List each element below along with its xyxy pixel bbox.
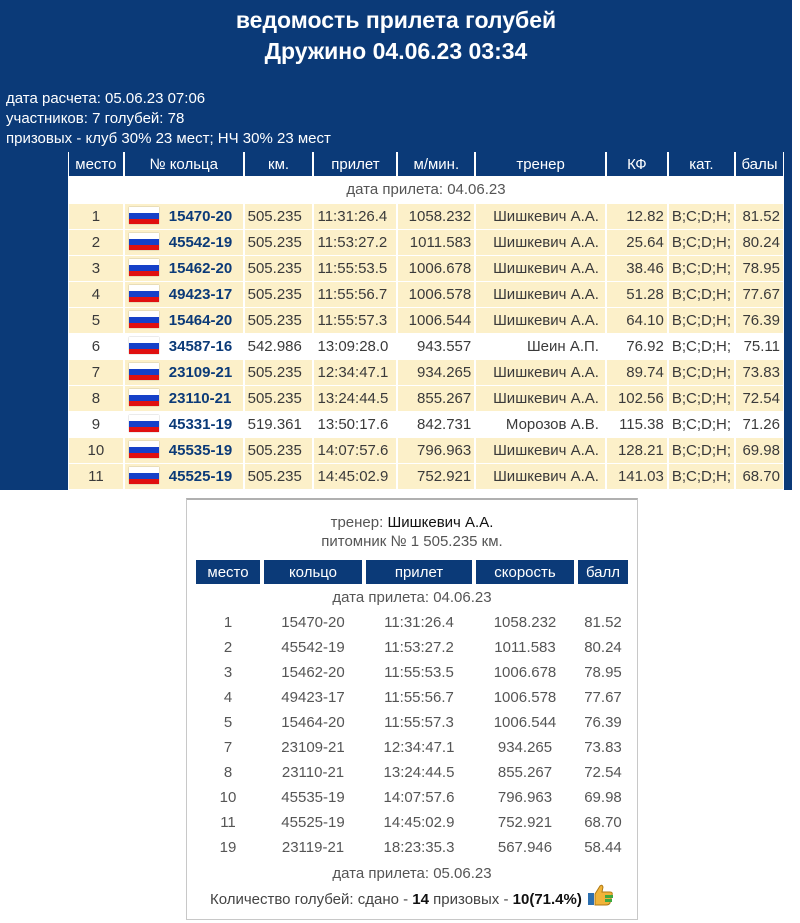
footer-prefix: Количество голубей: сдано - xyxy=(209,890,409,908)
ring-link[interactable]: 45525-19 xyxy=(168,467,233,485)
card-row-speed: 1011.583 xyxy=(494,639,556,656)
card-footer xyxy=(187,887,637,913)
ring-link[interactable]: 34587-16 xyxy=(168,337,233,355)
ring-link[interactable]: 45542-19 xyxy=(168,233,233,251)
row-kf: 12.82 xyxy=(606,204,668,230)
row-trainer[interactable]: Шишкевич А.А. xyxy=(475,386,606,412)
result-row xyxy=(68,386,784,412)
card-col-score: балл xyxy=(576,560,630,584)
card-row-arrival: 11:53:27.2 xyxy=(384,639,454,656)
row-place: 5 xyxy=(68,308,124,334)
row-km: 505.235 xyxy=(244,386,314,412)
row-category: B;C;D;H; xyxy=(668,308,735,334)
card-row-score: 80.24 xyxy=(584,639,622,656)
row-arrival: 13:24:44.5 xyxy=(313,386,397,412)
trainer-result-row xyxy=(194,685,630,710)
trainer-result-row xyxy=(194,835,630,860)
footer-middle: призовых - xyxy=(433,890,509,908)
row-trainer[interactable]: Шеин А.П. xyxy=(475,334,606,360)
row-kf: 25.64 xyxy=(606,230,668,256)
row-kf: 51.28 xyxy=(606,282,668,308)
col-speed[interactable]: м/мин. xyxy=(397,152,475,176)
trainer-label: тренер: xyxy=(330,514,384,531)
card-row-place: 5 xyxy=(223,714,233,731)
row-ring xyxy=(124,386,244,412)
ring-link[interactable]: 45331-19 xyxy=(168,415,233,433)
row-score: 69.98 xyxy=(735,438,784,464)
row-kf: 89.74 xyxy=(606,360,668,386)
card-col-speed: скорость xyxy=(474,560,576,584)
row-kf: 102.56 xyxy=(606,386,668,412)
row-trainer[interactable]: Шишкевич А.А. xyxy=(475,360,606,386)
card-date-label-2: дата прилета: 05.06.23 xyxy=(332,864,492,882)
russia-flag-icon xyxy=(129,363,159,380)
result-row xyxy=(68,334,784,360)
card-row-place: 11 xyxy=(220,814,236,831)
ring-link[interactable]: 49423-17 xyxy=(168,285,233,303)
row-category: B;C;D;H; xyxy=(668,412,735,438)
footer-prizes: 10(71.4%) xyxy=(512,890,582,908)
row-score: 76.39 xyxy=(735,308,784,334)
russia-flag-icon xyxy=(129,467,159,484)
col-km[interactable]: км. xyxy=(244,152,314,176)
row-trainer[interactable]: Шишкевич А.А. xyxy=(475,204,606,230)
card-row-arrival: 14:45:02.9 xyxy=(383,814,455,831)
row-trainer[interactable]: Шишкевич А.А. xyxy=(475,438,606,464)
row-trainer[interactable]: Шишкевич А.А. xyxy=(475,230,606,256)
row-score: 68.70 xyxy=(735,464,784,490)
card-row-place: 1 xyxy=(223,614,233,631)
trainer-result-row xyxy=(194,810,630,835)
trainer-result-row xyxy=(194,660,630,685)
col-ring[interactable]: № кольца xyxy=(124,152,244,176)
row-ring xyxy=(124,308,244,334)
results-header-row xyxy=(68,152,784,176)
card-row-speed: 1006.544 xyxy=(493,714,557,731)
result-row xyxy=(68,282,784,308)
card-row-ring: 49423-17 xyxy=(281,689,345,706)
row-score: 73.83 xyxy=(735,360,784,386)
card-date-label-1: дата прилета: 04.06.23 xyxy=(332,588,492,606)
row-km: 505.235 xyxy=(244,230,314,256)
card-row-arrival: 11:31:26.4 xyxy=(384,614,454,631)
trainer-result-row xyxy=(194,735,630,760)
col-place[interactable]: место xyxy=(68,152,124,176)
russia-flag-icon xyxy=(129,389,159,406)
trainer-result-row xyxy=(194,710,630,735)
arrival-date-label: дата прилета: 04.06.23 xyxy=(68,176,784,204)
row-trainer[interactable]: Шишкевич А.А. xyxy=(475,464,606,490)
row-kf: 141.03 xyxy=(606,464,668,490)
trainer-result-row xyxy=(194,610,630,635)
row-km: 505.235 xyxy=(244,282,314,308)
card-col-arrival: прилет xyxy=(364,560,474,584)
row-speed: 1006.578 xyxy=(397,282,475,308)
row-ring xyxy=(124,412,244,438)
card-row-place: 19 xyxy=(219,839,237,856)
ring-link[interactable]: 23110-21 xyxy=(168,389,232,407)
row-km: 505.235 xyxy=(244,464,314,490)
russia-flag-icon xyxy=(129,233,159,250)
card-row-speed: 1058.232 xyxy=(493,614,557,631)
card-row-place: 3 xyxy=(223,664,233,681)
row-ring xyxy=(124,204,244,230)
card-row-ring: 23110-21 xyxy=(281,764,345,781)
card-row-place: 7 xyxy=(223,739,233,756)
card-row-score: 58.44 xyxy=(584,839,622,856)
row-km: 505.235 xyxy=(244,256,314,282)
ring-link[interactable]: 15470-20 xyxy=(168,207,233,225)
result-row xyxy=(68,464,784,490)
row-speed: 842.731 xyxy=(397,412,475,438)
trainer-result-row xyxy=(194,785,630,810)
card-row-speed: 1006.678 xyxy=(493,664,557,681)
row-place: 6 xyxy=(68,334,124,360)
result-row xyxy=(68,360,784,386)
card-row-score: 81.52 xyxy=(584,614,622,631)
row-speed: 1006.544 xyxy=(397,308,475,334)
row-km: 542.986 xyxy=(244,334,314,360)
card-row-speed: 567.946 xyxy=(497,839,553,856)
card-row-arrival: 11:55:56.7 xyxy=(384,689,454,706)
col-arrival[interactable]: прилет xyxy=(313,152,397,176)
row-category: B;C;D;H; xyxy=(668,464,735,490)
row-place: 2 xyxy=(68,230,124,256)
russia-flag-icon xyxy=(129,207,159,224)
card-row-speed: 752.921 xyxy=(497,814,553,831)
card-row-ring: 15470-20 xyxy=(281,614,345,631)
card-row-arrival: 13:24:44.5 xyxy=(383,764,455,781)
row-score: 77.67 xyxy=(735,282,784,308)
row-kf: 76.92 xyxy=(606,334,668,360)
row-speed: 855.267 xyxy=(397,386,475,412)
row-score: 78.95 xyxy=(735,256,784,282)
russia-flag-icon xyxy=(129,311,159,328)
col-category[interactable]: кат. xyxy=(668,152,735,176)
row-ring xyxy=(124,282,244,308)
row-trainer[interactable]: Шишкевич А.А. xyxy=(475,256,606,282)
row-speed: 943.557 xyxy=(397,334,475,360)
ring-link[interactable]: 15464-20 xyxy=(168,311,233,329)
row-arrival: 13:09:28.0 xyxy=(313,334,397,360)
row-place: 4 xyxy=(68,282,124,308)
row-category: B;C;D;H; xyxy=(668,334,735,360)
row-speed: 796.963 xyxy=(397,438,475,464)
card-row-ring: 45525-19 xyxy=(281,814,345,831)
russia-flag-icon xyxy=(129,337,159,354)
card-row-ring: 23119-21 xyxy=(281,839,345,856)
row-km: 519.361 xyxy=(244,412,314,438)
result-row xyxy=(68,230,784,256)
result-row xyxy=(68,256,784,282)
card-row-score: 68.70 xyxy=(584,814,622,831)
col-kf[interactable]: КФ xyxy=(606,152,668,176)
row-speed: 1058.232 xyxy=(397,204,475,230)
row-ring xyxy=(124,438,244,464)
row-category: B;C;D;H; xyxy=(668,256,735,282)
card-row-speed: 934.265 xyxy=(497,739,553,756)
card-row-place: 4 xyxy=(223,689,233,706)
trainer-results-table xyxy=(194,560,630,886)
date-row xyxy=(68,176,784,204)
title-line-1: ведомость прилета голубей xyxy=(235,7,557,33)
card-row-ring: 45535-19 xyxy=(281,789,345,806)
card-date-row-2 xyxy=(194,860,630,886)
row-arrival: 11:31:26.4 xyxy=(313,204,397,230)
card-row-arrival: 18:23:35.3 xyxy=(383,839,455,856)
card-row-place: 10 xyxy=(219,789,237,806)
row-arrival: 11:53:27.2 xyxy=(313,230,397,256)
row-category: B;C;D;H; xyxy=(668,204,735,230)
row-km: 505.235 xyxy=(244,438,314,464)
row-place: 7 xyxy=(68,360,124,386)
row-trainer[interactable]: Морозов А.В. xyxy=(475,412,606,438)
row-km: 505.235 xyxy=(244,360,314,386)
prize-info: призовых - клуб 30% 23 мест; НЧ 30% 23 мест xyxy=(6,130,331,147)
row-ring xyxy=(124,360,244,386)
card-row-speed: 1006.578 xyxy=(493,689,557,706)
card-row-score: 69.98 xyxy=(584,789,622,806)
card-row-score: 78.95 xyxy=(584,664,622,681)
row-score: 81.52 xyxy=(735,204,784,230)
result-row xyxy=(68,438,784,464)
row-ring xyxy=(124,464,244,490)
row-place: 9 xyxy=(68,412,124,438)
title-line-2: Дружино 04.06.23 03:34 xyxy=(264,38,528,64)
row-kf: 64.10 xyxy=(606,308,668,334)
row-category: B;C;D;H; xyxy=(668,386,735,412)
trainer-result-row xyxy=(194,760,630,785)
nursery-info: питомник № 1 505.235 км. xyxy=(321,533,503,550)
ring-link[interactable]: 15462-20 xyxy=(168,259,233,277)
russia-flag-icon xyxy=(129,415,159,432)
row-place: 11 xyxy=(68,464,124,490)
result-row xyxy=(68,308,784,334)
row-arrival: 14:45:02.9 xyxy=(313,464,397,490)
row-score: 71.26 xyxy=(735,412,784,438)
row-arrival: 11:55:53.5 xyxy=(313,256,397,282)
row-place: 1 xyxy=(68,204,124,230)
card-row-arrival: 12:34:47.1 xyxy=(383,739,455,756)
card-row-arrival: 11:55:53.5 xyxy=(384,664,454,681)
card-row-score: 72.54 xyxy=(584,764,622,781)
card-row-score: 73.83 xyxy=(584,739,622,756)
footer-delivered: 14 xyxy=(412,890,429,908)
row-kf: 128.21 xyxy=(606,438,668,464)
participants-count: участников: 7 голубей: 78 xyxy=(6,110,185,127)
col-score[interactable]: балы xyxy=(735,152,784,176)
card-row-ring: 23109-21 xyxy=(281,739,345,756)
row-km: 505.235 xyxy=(244,204,314,230)
row-kf: 115.38 xyxy=(606,412,668,438)
row-category: B;C;D;H; xyxy=(668,438,735,464)
row-place: 8 xyxy=(68,386,124,412)
row-arrival: 13:50:17.6 xyxy=(313,412,397,438)
thumbs-up-icon xyxy=(588,884,614,910)
card-row-place: 2 xyxy=(223,639,233,656)
row-score: 80.24 xyxy=(735,230,784,256)
result-row xyxy=(68,204,784,230)
row-category: B;C;D;H; xyxy=(668,230,735,256)
russia-flag-icon xyxy=(129,441,159,458)
card-row-ring: 45542-19 xyxy=(281,639,345,656)
page-title xyxy=(0,0,792,67)
card-row-score: 76.39 xyxy=(584,714,622,731)
card-row-arrival: 14:07:57.6 xyxy=(383,789,455,806)
col-trainer[interactable]: тренер xyxy=(475,152,606,176)
card-date-row-1 xyxy=(194,584,630,610)
row-arrival: 14:07:57.6 xyxy=(313,438,397,464)
russia-flag-icon xyxy=(129,259,159,276)
row-arrival: 11:55:57.3 xyxy=(313,308,397,334)
race-meta xyxy=(6,89,331,149)
trainer-name: Шишкевич А.А. xyxy=(387,514,494,531)
card-col-ring: кольцо xyxy=(262,560,364,584)
card-row-ring: 15464-20 xyxy=(281,714,345,731)
row-trainer[interactable]: Шишкевич А.А. xyxy=(475,282,606,308)
row-place: 3 xyxy=(68,256,124,282)
trainer-card xyxy=(186,498,638,920)
card-row-place: 8 xyxy=(223,764,233,781)
row-arrival: 11:55:56.7 xyxy=(313,282,397,308)
ring-link[interactable]: 23109-21 xyxy=(168,363,233,381)
results-table xyxy=(68,152,784,490)
row-speed: 1011.583 xyxy=(397,230,475,256)
card-row-speed: 855.267 xyxy=(497,764,553,781)
row-place: 10 xyxy=(68,438,124,464)
card-row-score: 77.67 xyxy=(584,689,622,706)
row-trainer[interactable]: Шишкевич А.А. xyxy=(475,308,606,334)
calc-date: дата расчета: 05.06.23 07:06 xyxy=(6,90,206,107)
result-row xyxy=(68,412,784,438)
row-category: B;C;D;H; xyxy=(668,360,735,386)
row-speed: 752.921 xyxy=(397,464,475,490)
trainer-result-row xyxy=(194,635,630,660)
row-ring xyxy=(124,230,244,256)
row-score: 75.11 xyxy=(735,334,784,360)
card-row-ring: 15462-20 xyxy=(281,664,345,681)
row-speed: 1006.678 xyxy=(397,256,475,282)
trainer-header-row xyxy=(194,560,630,584)
row-category: B;C;D;H; xyxy=(668,282,735,308)
card-trainer-line xyxy=(187,514,637,531)
russia-flag-icon xyxy=(129,285,159,302)
card-row-speed: 796.963 xyxy=(497,789,553,806)
row-ring xyxy=(124,256,244,282)
row-speed: 934.265 xyxy=(397,360,475,386)
row-arrival: 12:34:47.1 xyxy=(313,360,397,386)
row-ring xyxy=(124,334,244,360)
card-col-place: место xyxy=(194,560,262,584)
row-km: 505.235 xyxy=(244,308,314,334)
card-row-arrival: 11:55:57.3 xyxy=(384,714,454,731)
row-score: 72.54 xyxy=(735,386,784,412)
ring-link[interactable]: 45535-19 xyxy=(168,441,233,459)
row-kf: 38.46 xyxy=(606,256,668,282)
